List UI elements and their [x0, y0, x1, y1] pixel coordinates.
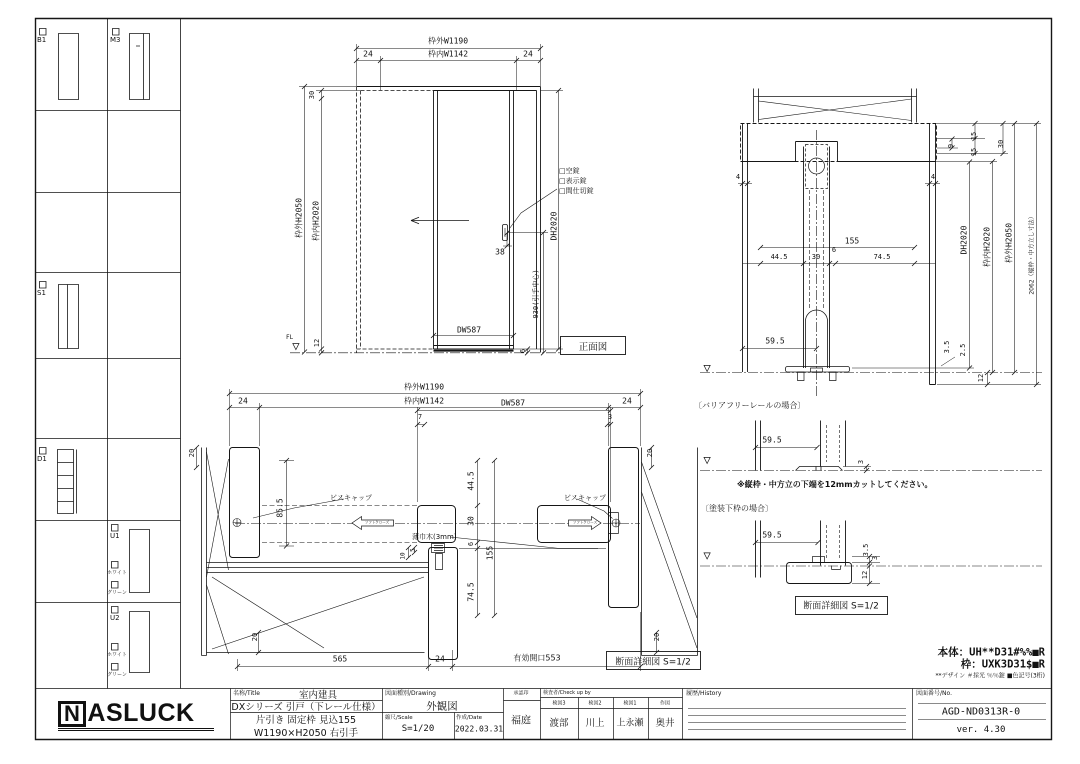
dim-sec-4-left: 4	[735, 173, 741, 181]
barrier-free-note: ※縦枠・中方立の下端を12mmカットしてください。	[737, 480, 933, 489]
option-green: グリーン	[107, 672, 127, 678]
nasluck-logo	[58, 700, 214, 731]
barrier-free-rail-icon	[796, 467, 843, 471]
dim-sec-3-5: 3.5	[943, 340, 951, 354]
tb-checker-0: 奥井	[655, 718, 675, 729]
dim-front-inner-height: 枠内H2020	[311, 200, 321, 242]
dim-plan-5: 5	[409, 548, 417, 552]
tb-name3: 片引き 固定枠 見込155	[255, 715, 357, 726]
dim-front-margin-left: 24	[363, 49, 373, 59]
dim-ps-3-5: 3.5	[862, 543, 870, 557]
tb-name-label: 名称/Title	[233, 690, 260, 697]
painted-sill-title: 〔塗装下枠の場合〕	[701, 504, 773, 513]
label-soft-close-right: ソフトクローズ	[572, 520, 598, 525]
product-frame-code: 枠：UXK3D31$■R	[960, 658, 1045, 671]
dim-plan-inner-width: 枠内W1142	[403, 396, 445, 406]
lock-option-1: □空錠	[559, 167, 580, 175]
tb-drawing-number: AGD-ND0313R-0	[941, 706, 1021, 718]
dim-plan-44-5: 44.5	[466, 471, 476, 491]
dim-front-outer-width: 枠外W1190	[427, 36, 469, 46]
logo-n: N	[58, 701, 86, 727]
dim-front-fl12: 12	[313, 338, 321, 348]
tb-role-1: 検図1	[623, 700, 637, 707]
dim-sec-44-5: 44.5	[770, 253, 788, 261]
label-soft-close-left: ソフトクローズ	[364, 520, 390, 525]
dim-front-outer-height: 枠外H2050	[294, 197, 304, 239]
dim-sec-door-height: DH2020	[959, 225, 969, 255]
lock-option-2: □表示錠	[559, 177, 587, 185]
tb-scale-label: 縮尺/Scale	[385, 715, 413, 721]
dim-plan-door-width: DW587	[500, 398, 526, 408]
dim-plan-margin-right: 24	[622, 396, 632, 406]
painted-sill-icon	[787, 563, 852, 584]
dim-sec-30: 30	[811, 253, 821, 261]
fl-marker-icon	[293, 344, 299, 350]
sidebar-door-icons	[58, 34, 150, 673]
tb-checker-1: 上永瀬	[616, 718, 644, 729]
dim-plan-7: 7	[417, 413, 423, 421]
tb-history-label: 履歴/History	[686, 690, 722, 697]
dim-sec-6: 6	[831, 246, 837, 254]
tb-role-2: 検図2	[588, 700, 602, 707]
option-white: ホワイト	[107, 570, 127, 576]
dim-ps-12: 12	[861, 570, 869, 580]
front-view-caption: 正面図	[578, 342, 608, 353]
product-code-legend: **デザイン ＃採光 ％％錠 ■色記号(3桁)	[935, 672, 1045, 680]
tb-date: 2022.03.31	[454, 724, 504, 734]
dim-bf-3: 3	[857, 459, 865, 465]
dim-sec-59-5: 59.5	[765, 336, 785, 346]
dim-sec-15b: 15	[970, 147, 978, 157]
dim-front-top30: 30	[308, 90, 316, 100]
plan-section-caption: 断面詳細図 S=1/2	[615, 657, 691, 668]
tb-checker-2: 川上	[585, 718, 605, 729]
dim-plan-3: 3	[607, 413, 613, 421]
dim-plan-155: 155	[485, 545, 495, 561]
dim-sec-155: 155	[844, 236, 860, 246]
slide-direction-arrow-icon	[411, 217, 469, 224]
dim-sec-9: 9	[947, 143, 955, 149]
fl-label: FL	[286, 334, 294, 341]
sidebar-item-u2: U2	[110, 614, 120, 622]
dim-bf-59-5: 59.5	[762, 435, 782, 445]
tb-name1: 室内建具	[298, 690, 338, 701]
dim-front-door-width: DW587	[456, 325, 482, 335]
dim-plan-20-bl: 20	[251, 632, 259, 642]
dim-front-inner-width: 枠内W1142	[427, 49, 469, 59]
section-detail-caption: 断面詳細図 S=1/2	[803, 601, 879, 612]
dim-plan-10: 10	[399, 552, 407, 560]
tb-scale: S=1/20	[401, 724, 435, 734]
tb-checker-3: 渡部	[549, 718, 569, 729]
dim-ps-59-5: 59.5	[762, 530, 782, 540]
dim-sec-inner-height: 枠内H2020	[982, 226, 992, 268]
dim-sec-12: 12	[977, 373, 985, 383]
dim-plan-6: 6	[467, 541, 475, 547]
dim-plan-74-5: 74.5	[466, 582, 476, 602]
dim-sec-74-5: 74.5	[873, 253, 891, 261]
tb-name4: W1190×H2050 右引手	[253, 728, 359, 739]
dim-front-handle-center: 930(引手中心)	[532, 269, 540, 319]
dim-sec-2-5: 2.5	[959, 343, 967, 357]
dim-plan-565: 565	[332, 654, 348, 664]
fl-marker-icon	[704, 365, 710, 371]
dim-sec-outer-height: 枠外H2050	[1004, 222, 1014, 264]
product-body-code: 本体：UH**D31#%%■R	[937, 646, 1045, 659]
dim-plan-outer-width: 枠外W1190	[403, 382, 445, 392]
tb-check-label: 検査者/Check up by	[543, 690, 591, 696]
tb-drawing-label: 図面種別/Drawing	[385, 690, 436, 697]
dim-front-margin-right: 24	[523, 49, 533, 59]
dim-sec-15a: 15	[970, 131, 978, 141]
dim-plan-20-br: 20	[653, 632, 661, 642]
dim-ps-3: 3	[871, 555, 879, 561]
tb-role-0: 作図	[659, 700, 671, 707]
dim-front-38: 38	[495, 247, 505, 257]
tb-date-label: 作成/Date	[456, 715, 482, 721]
dim-sec-stile: 2062（縦枠・中方立し寸法）	[1028, 213, 1036, 295]
option-white: ホワイト	[107, 652, 127, 658]
sidebar-item-b1: B1	[37, 36, 47, 44]
sidebar-item-s1: S1	[37, 289, 46, 297]
tb-number-label: 図面番号/No.	[916, 690, 952, 697]
dim-front-door-height: DH2020	[549, 211, 559, 241]
sidebar-item-m3: M3	[110, 36, 121, 44]
dim-sec-30-top: 30	[997, 139, 1005, 149]
tb-version: ver. 4.30	[956, 725, 1006, 735]
dim-front-6: 6	[519, 348, 527, 354]
label-screw-cap-left: ビスキャップ	[330, 494, 372, 502]
lock-option-3: □間仕切錠	[559, 187, 594, 195]
sidebar-item-u1: U1	[110, 532, 120, 540]
label-baseboard: 薄巾木(3mm)	[412, 533, 457, 541]
tb-name2: DXシリーズ 引戸（下レール仕様）	[231, 702, 381, 713]
logo-rest: ASLUCK	[87, 699, 195, 727]
barrier-free-title: 〔バリアフリーレールの場合〕	[694, 401, 806, 410]
dim-plan-30: 30	[466, 516, 476, 526]
floor-rail-icon	[786, 367, 850, 373]
sidebar-item-d1: D1	[37, 455, 47, 463]
dim-plan-85-5: 85.5	[275, 498, 285, 518]
dim-plan-20-tr: 20	[646, 448, 654, 458]
dim-plan-24: 24	[435, 654, 445, 664]
dim-sec-4-right: 4	[930, 173, 936, 181]
tb-approval-label: 承認印	[513, 690, 529, 697]
label-screw-cap-right: ビスキャップ	[564, 494, 606, 502]
option-green: グリーン	[107, 590, 127, 596]
tb-role-3: 検図3	[552, 700, 566, 707]
dim-plan-opening: 有効開口553	[513, 653, 561, 663]
dim-plan-20-tl: 20	[188, 448, 196, 458]
tb-drawing-type: 外観図	[426, 700, 458, 713]
tb-approver: 福庭	[511, 715, 531, 727]
fl-marker-icon	[704, 457, 710, 463]
fl-marker-icon	[704, 553, 710, 559]
dim-plan-margin-left: 24	[238, 396, 248, 406]
